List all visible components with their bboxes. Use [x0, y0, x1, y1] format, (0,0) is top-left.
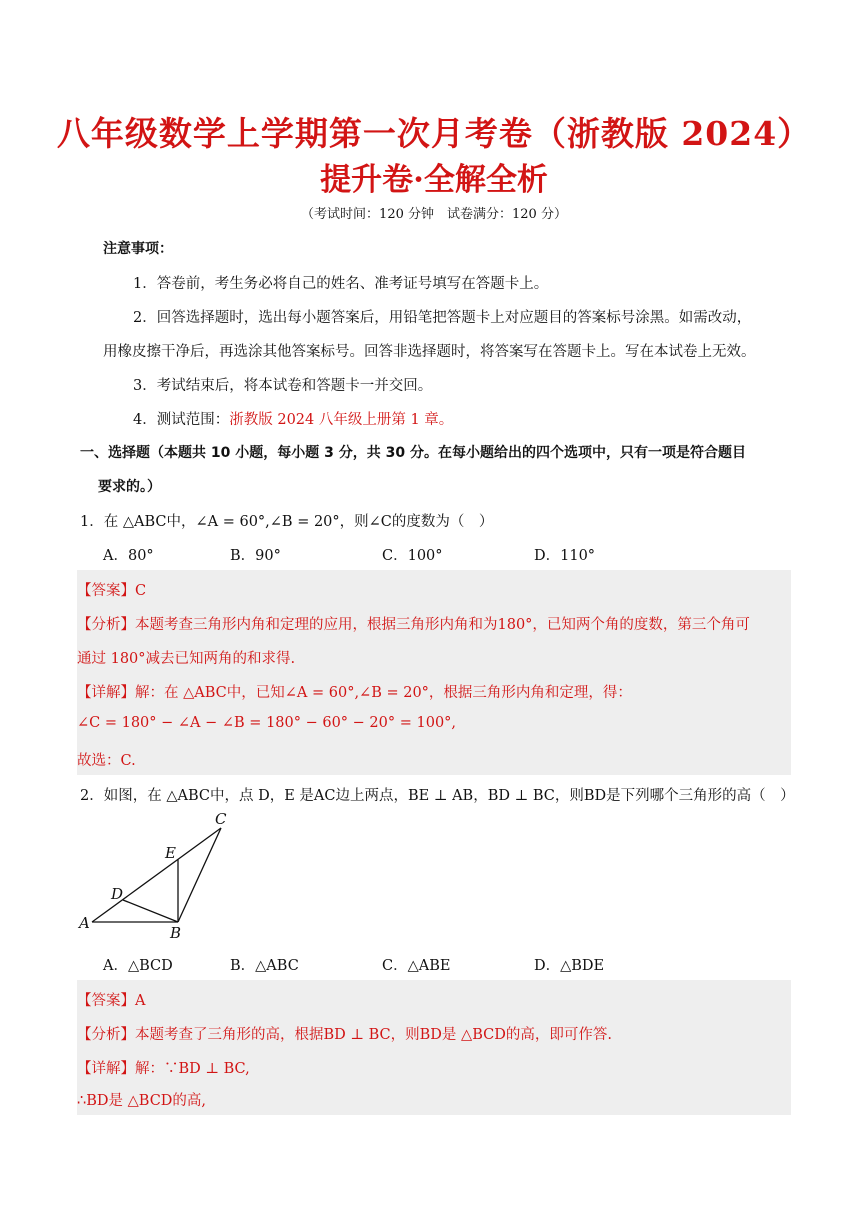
note-item-3: 3．考试结束后，将本试卷和答题卡一并交回。: [133, 378, 433, 394]
q1-option-b: B．90°: [230, 548, 281, 564]
q2-option-c: C．△ABE: [382, 958, 451, 974]
q1-detail-line3: 故选：C.: [77, 753, 136, 769]
q1-detail-line2: ∠C = 180° − ∠A − ∠B = 180° − 60° − 20° = 100°,: [77, 715, 457, 731]
section-heading-line1: 一、选择题（本题共 10 小题，每小题 3 分，共 30 分。在每小题给出的四个选项中，只有一项是符合题目: [80, 445, 746, 461]
q2-stem: 2．如图，在 △ABC中，点 D，E 是AC边上两点，BE ⊥ AB，BD ⊥ BC，则BD是下列哪个三角形的高（ ）: [80, 788, 795, 804]
q2-triangle-figure: [75, 808, 235, 943]
q1-stem: 1．在 △ABC中，∠A = 60°,∠B = 20°，则∠C的度数为（ ）: [80, 514, 494, 530]
q2-option-a: A．△BCD: [103, 958, 173, 974]
label-c: C: [215, 810, 227, 828]
segment-ac: [92, 828, 221, 922]
q2-analysis: 【分析】本题考查了三角形的高，根据BD ⊥ BC，则BD是 △BCD的高，即可作答.: [77, 1027, 612, 1043]
q1-detail-line1: 【详解】解：在 △ABC中，已知∠A = 60°,∠B = 20°，根据三角形内角和定理，得：: [77, 685, 632, 701]
label-e: E: [165, 844, 176, 862]
label-a: A: [79, 914, 90, 932]
exam-title: 八年级数学上学期第一次月考卷（浙教版 2024）: [56, 114, 812, 153]
q2-detail-line2: ∴BD是 △BCD的高,: [77, 1093, 207, 1109]
segment-bd: [123, 900, 178, 922]
notes-heading: 注意事项：: [103, 241, 173, 257]
segment-bc: [178, 828, 221, 922]
q2-option-b: B．△ABC: [230, 958, 299, 974]
q1-analysis-line1: 【分析】本题考查三角形内角和定理的应用，根据三角形内角和为180°，已知两个角的度数，第三个角可: [77, 617, 750, 633]
q1-solution-box: [77, 570, 791, 775]
q1-option-d: D．110°: [534, 548, 596, 564]
note-item-2-line1: 2．回答选择题时，选出每小题答案后，用铅笔把答题卡上对应题目的答案标号涂黑。如需改动，: [133, 310, 752, 326]
label-b: B: [170, 924, 182, 942]
note-item-2-line2: 用橡皮擦干净后，再选涂其他答案标号。回答非选择题时，将答案写在答题卡上。写在本试卷上无效。: [103, 344, 756, 360]
q1-answer: 【答案】C: [77, 583, 147, 599]
q2-detail-line1: 【详解】解：∵BD ⊥ BC,: [77, 1061, 250, 1077]
exam-info: （考试时间：120 分钟 试卷满分：120 分）: [301, 207, 567, 222]
note-item-4-prefix: 4．测试范围：: [133, 412, 230, 428]
q2-solution-box: [77, 980, 791, 1115]
q1-option-c: C．100°: [382, 548, 443, 564]
q2-answer: 【答案】A: [77, 993, 146, 1009]
label-d: D: [111, 885, 124, 903]
q1-analysis-line2: 通过 180°减去已知两角的和求得.: [77, 651, 296, 667]
exam-subtitle: 提升卷·全解全析: [320, 162, 548, 198]
note-item-4: [133, 408, 453, 429]
q1-option-a: A．80°: [103, 548, 154, 564]
q2-option-d: D．△BDE: [534, 958, 605, 974]
section-heading-line2: 要求的。）: [98, 479, 161, 495]
note-item-1: 1．答卷前，考生务必将自己的姓名、准考证号填写在答题卡上。: [133, 276, 549, 292]
note-item-4-range: 浙教版 2024 八年级上册第 1 章。: [229, 412, 454, 428]
